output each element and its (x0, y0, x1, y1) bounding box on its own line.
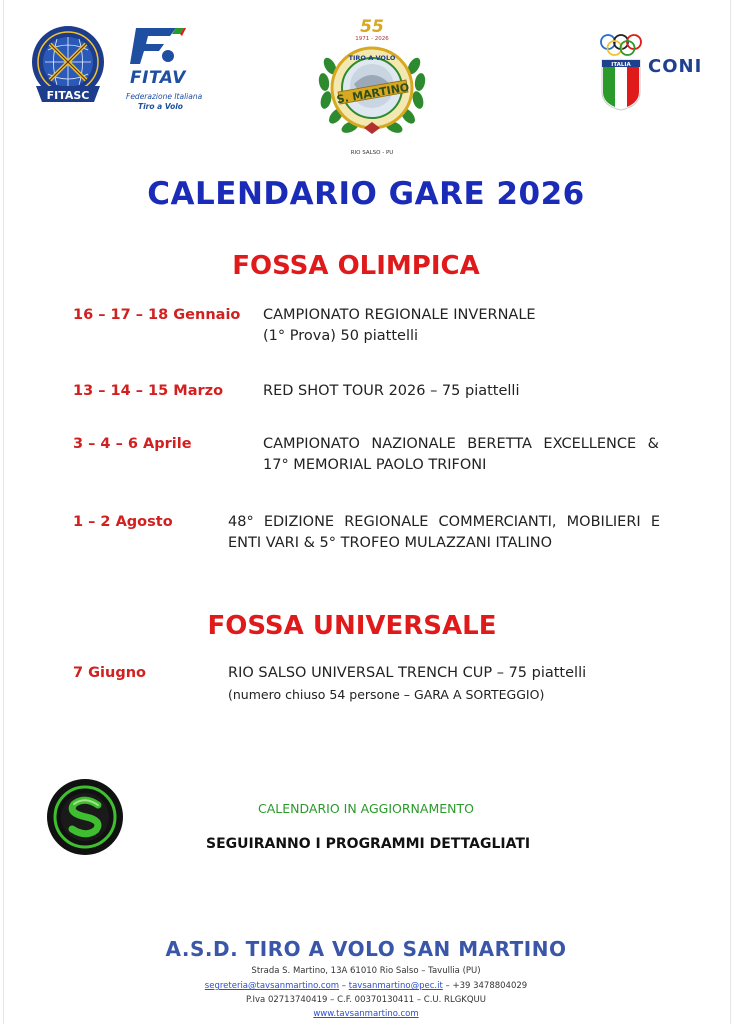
event-line: 48° EDIZIONE REGIONALE COMMERCIANTI, MOBILIERI E (228, 514, 660, 530)
coni-name: CONI (648, 56, 703, 77)
coni-shield-label: ITALIA (611, 62, 631, 68)
event-line: CAMPIONATO REGIONALE INVERNALE (263, 307, 536, 323)
pec-link[interactable]: tavsanmartino@pec.it (348, 981, 443, 991)
fitasc-label: FITASC (46, 89, 90, 102)
fitav-subtitle-2: Tiro a Volo (138, 102, 183, 111)
footer-organization: A.S.D. TIRO A VOLO SAN MARTINO (165, 937, 567, 961)
calendar-update-note: CALENDARIO IN AGGIORNAMENTO (258, 801, 474, 816)
event-date: 1 – 2 Agosto (73, 514, 173, 530)
event-line: RIO SALSO UNIVERSAL TRENCH CUP – 75 piattelli (228, 665, 587, 681)
programs-note: SEGUIRANNO I PROGRAMMI DETTAGLIATI (206, 836, 531, 852)
event-description (263, 305, 536, 347)
fitav-logo (124, 24, 203, 116)
event-line: ENTI VARI & 5° TROFEO MULAZZANI ITALINO (228, 535, 553, 551)
san-martino-logo (314, 16, 430, 158)
event-line: (numero chiuso 54 persone – GARA A SORTEGGIO) (228, 687, 545, 702)
website-link[interactable]: www.tavsanmartino.com (313, 1009, 419, 1019)
fitasc-logo (30, 24, 106, 114)
event-date: 3 – 4 – 6 Aprile (73, 436, 192, 452)
fitav-subtitle-1: Federazione Italiana (126, 92, 203, 101)
event-description (228, 663, 586, 705)
anniversary-years: 1971 - 2026 (355, 36, 389, 42)
section-title-fossa-olimpica: FOSSA OLIMPICA (232, 251, 480, 281)
section-title-fossa-universale: FOSSA UNIVERSALE (207, 611, 497, 641)
event-date: 16 – 17 – 18 Gennaio (73, 307, 241, 323)
event-description (263, 434, 659, 476)
footer-website (0, 1009, 732, 1019)
event-line: RED SHOT TOUR 2026 – 75 piattelli (263, 383, 520, 399)
s-brand-logo (46, 778, 124, 856)
event-line: CAMPIONATO NAZIONALE BERETTA EXCELLENCE & (263, 436, 659, 452)
page-title: CALENDARIO GARE 2026 (147, 176, 585, 212)
event-line: (1° Prova) 50 piattelli (263, 328, 419, 344)
club-location: RIO SALSO - PU (350, 150, 394, 156)
coni-logo (598, 30, 708, 112)
footer-fiscal-info: P.Iva 02713740419 – C.F. 00370130411 – C.U. RLGKQUU (246, 995, 486, 1005)
event-date: 7 Giugno (73, 665, 146, 681)
event-description (228, 512, 660, 554)
fitav-emblem-icon (124, 24, 190, 68)
anniversary-number: 55 (360, 17, 384, 37)
club-banner: S. MARTINO (335, 80, 411, 107)
footer-address: Strada S. Martino, 13A 61010 Rio Salso – Tavullia (PU) (251, 966, 481, 976)
event-line: 17° MEMORIAL PAOLO TRIFONI (263, 457, 487, 473)
event-description (263, 381, 520, 402)
phone-number: – +39 3478804029 (442, 981, 528, 991)
fitav-name: FITAV (130, 68, 186, 88)
club-name-top: TIRO A VOLO (348, 54, 396, 62)
email-link[interactable]: segreteria@tavsanmartino.com (204, 981, 340, 991)
event-date: 13 – 14 – 15 Marzo (73, 383, 224, 399)
contact-separator: – (339, 981, 349, 991)
footer-contacts (0, 981, 732, 991)
